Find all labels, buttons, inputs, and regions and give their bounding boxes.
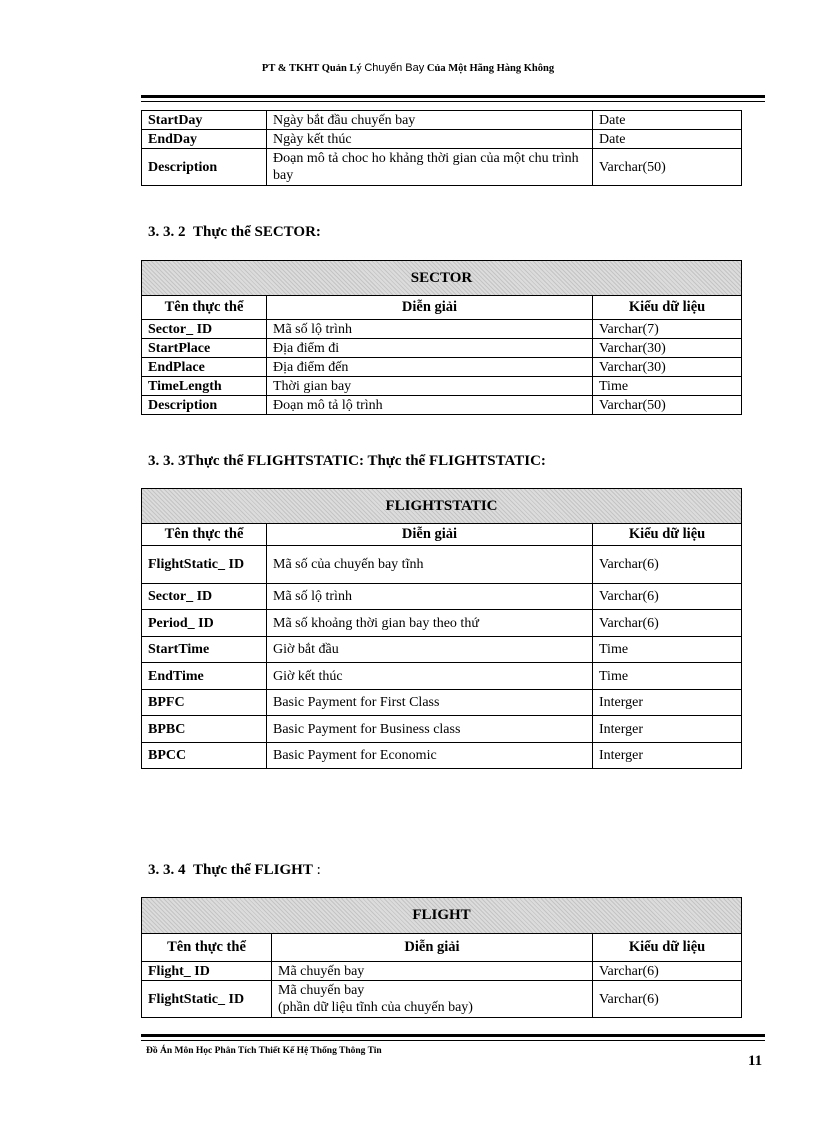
- header-right: Của Một Hãng Hàng Không: [426, 63, 555, 74]
- table-header-row: Tên thực thể Diễn giải Kiểu dữ liệu: [142, 296, 742, 320]
- footer-rule: [141, 1034, 765, 1041]
- flightstatic-table: [141, 488, 742, 769]
- table-row: Sector_ ID Mã số lộ trình Varchar(7): [142, 320, 742, 339]
- table-header-row: Tên thực thể Diễn giải Kiểu dữ liệu: [142, 934, 742, 962]
- table-row: Description Đoạn mô tả lộ trình Varchar(50): [142, 396, 742, 415]
- table-row: BPBC Basic Payment for Business class Interger: [142, 716, 742, 743]
- table-row: Description Đoạn mô tả choc ho khảng thời gian của một chu trình bay Varchar(50): [142, 149, 742, 186]
- footer-text: Đồ Án Môn Học Phân Tích Thiết Kế Hệ Thống Thông Tin: [146, 1046, 382, 1056]
- section-heading-sector: 3. 3. 2 Thực thể SECTOR:: [148, 224, 321, 240]
- flight-table: [141, 897, 742, 1018]
- table-row: EndPlace Địa điểm đến Varchar(30): [142, 358, 742, 377]
- table-row: EndDay Ngày kết thúc Date: [142, 130, 742, 149]
- section-heading-flight: 3. 3. 4 Thực thể FLIGHT :: [148, 862, 321, 878]
- table-title: SECTOR: [142, 261, 742, 296]
- table-row: BPFC Basic Payment for First Class Interger: [142, 690, 742, 716]
- table-row: StartDay Ngày bắt đầu chuyến bay Date: [142, 111, 742, 130]
- table-row: Flight_ ID Mã chuyến bay Varchar(6): [142, 962, 742, 981]
- table-row: Period_ ID Mã số khoảng thời gian bay theo thứ Varchar(6): [142, 610, 742, 637]
- table-title: FLIGHTSTATIC: [142, 489, 742, 524]
- table-row: BPCC Basic Payment for Economic Interger: [142, 743, 742, 769]
- header-middle: Chuyến Bay: [364, 62, 425, 74]
- table-row: Sector_ ID Mã số lộ trình Varchar(6): [142, 584, 742, 610]
- table-row: FlightStatic_ ID Mã số của chuyến bay tĩnh Varchar(6): [142, 546, 742, 584]
- page-header: [0, 62, 816, 74]
- continuation-table: [141, 110, 742, 186]
- table-row: EndTime Giờ kết thúc Time: [142, 663, 742, 690]
- table-header-row: Tên thực thể Diễn giải Kiểu dữ liệu: [142, 524, 742, 546]
- table-row: TimeLength Thời gian bay Time: [142, 377, 742, 396]
- header-left: PT & TKHT Quản Lý: [261, 63, 362, 74]
- table-row: StartPlace Địa điểm đi Varchar(30): [142, 339, 742, 358]
- table-row: StartTime Giờ bắt đầu Time: [142, 637, 742, 663]
- table-row: FlightStatic_ ID Mã chuyến bay (phần dữ liệu tĩnh của chuyến bay) Varchar(6): [142, 981, 742, 1018]
- table-title: FLIGHT: [142, 898, 742, 934]
- page-number: 11: [748, 1053, 763, 1069]
- section-heading-flightstatic: 3. 3. 3Thực thể FLIGHTSTATIC: Thực thể FLIGHTSTATIC:: [148, 453, 546, 469]
- sector-table: [141, 260, 742, 415]
- header-rule: [141, 95, 765, 102]
